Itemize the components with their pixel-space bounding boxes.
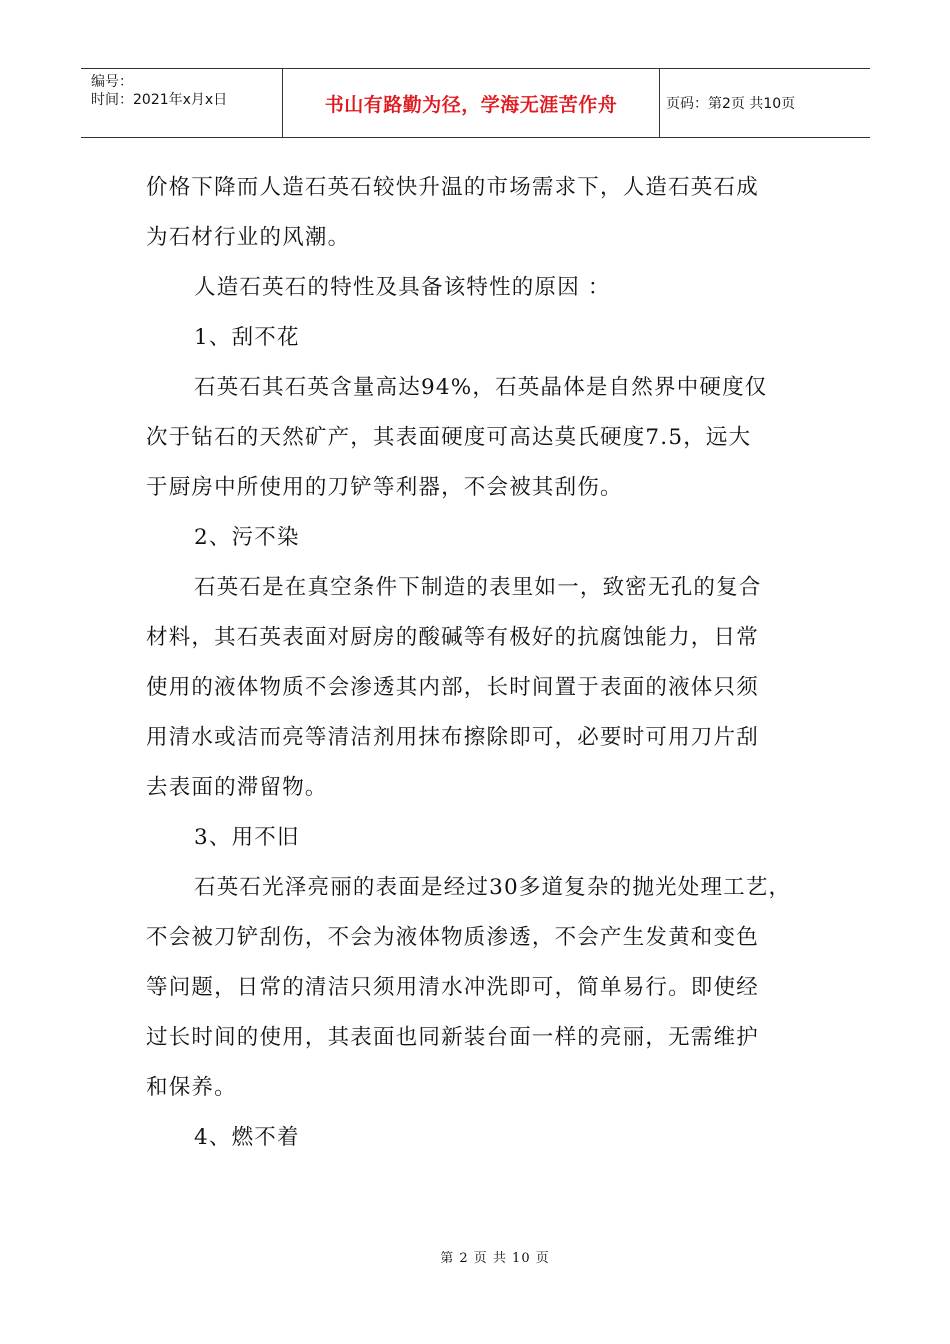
document-body [146,163,806,1163]
body-line: 等问题，日常的清洁只须用清水冲洗即可，简单易行。即使经 [146,975,759,1000]
header-page-info [660,69,870,137]
body-line: 和保养。 [146,1075,237,1100]
body-line: 用清水或洁而亮等清洁剂用抹布擦除即可，必要时可用刀片刮 [146,725,759,750]
section-heading: 2、污不染 [194,525,300,550]
body-line: 于厨房中所使用的刀铲等利器，不会被其刮伤。 [146,475,623,500]
section-intro: 人造石英石的特性及具备该特性的原因 ： [194,275,611,300]
body-line: 材料，其石英表面对厨房的酸碱等有极好的抗腐蚀能力，日常 [146,625,759,650]
footer-page-number: 第 2 页 共 10 页 [440,1251,550,1266]
header-meta [81,69,283,137]
body-line: 不会被刀铲刮伤，不会为液体物质渗透，不会产生发黄和变色 [146,925,759,950]
body-line: 石英石是在真空条件下制造的表里如一，致密无孔的复合 [194,575,762,600]
document-date: 时间：2021年x月x日 [91,92,228,108]
body-line: 为石材行业的风潮。 [146,225,351,250]
header-motto-cell [283,69,660,137]
body-line: 过长时间的使用，其表面也同新装台面一样的亮丽，无需维护 [146,1025,759,1050]
section-heading: 3、用不旧 [194,825,300,850]
body-line: 次于钻石的天然矿产，其表面硬度可高达莫氏硬度7.5，远大 [146,425,752,450]
body-line: 使用的液体物质不会渗透其内部，长时间置于表面的液体只须 [146,675,759,700]
page-header [81,68,870,138]
section-heading: 4、燃不着 [194,1125,300,1150]
header-motto: 书山有路勤为径，学海无涯苦作舟 [324,93,618,116]
body-line: 价格下降而人造石英石较快升温的市场需求下，人造石英石成 [146,175,759,200]
body-line: 石英石其石英含量高达94%，石英晶体是自然界中硬度仅 [194,375,768,400]
page-number-info: 页码：第2页 共10页 [666,96,796,112]
section-heading: 1、刮不花 [194,325,300,350]
body-line: 去表面的滞留物。 [146,775,328,800]
document-number-label: 编号： [91,74,133,90]
page-footer [0,1247,950,1266]
body-line: 石英石光泽亮丽的表面是经过30多道复杂的抛光处理工艺， [194,875,792,900]
